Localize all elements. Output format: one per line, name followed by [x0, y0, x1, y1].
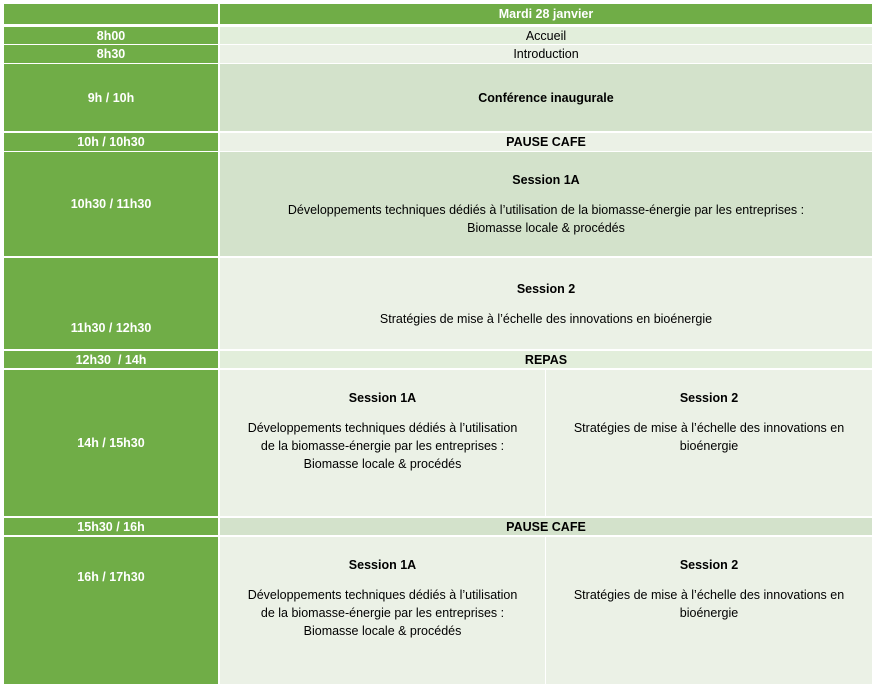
program-title: REPAS [524, 352, 568, 367]
session-title: Session 2 [516, 281, 576, 296]
time-cell [4, 64, 218, 131]
time-label: 10h / 10h30 [77, 135, 145, 149]
session-description-line: de la biomasse-énergie par les entreprises : [260, 439, 505, 453]
time-cell [4, 27, 218, 44]
program-cell [220, 133, 872, 151]
session-description-line: Stratégies de mise à l’échelle des innovations en [573, 588, 845, 602]
program-cell [220, 258, 872, 349]
session-title: Session 2 [679, 558, 739, 572]
time-cell [4, 133, 218, 151]
program-cell [220, 45, 872, 63]
time-cell [4, 45, 218, 63]
header-date-text: Mardi 28 janvier [498, 7, 594, 21]
time-cell [4, 152, 218, 256]
session-description-line: de la biomasse-énergie par les entreprises : [260, 606, 505, 620]
session-left-cell [220, 537, 545, 684]
time-label: 9h / 10h [87, 90, 135, 105]
session-description-line: Développements techniques dédiés à l’utilisation [247, 588, 518, 602]
program-title: PAUSE CAFE [506, 135, 586, 149]
time-cell [4, 370, 218, 516]
program-cell [220, 518, 872, 535]
time-label: 15h30 / 16h [77, 519, 145, 534]
session-description-line: Stratégies de mise à l’échelle des innovations en bioénergie [379, 311, 713, 326]
session-right-cell [546, 537, 872, 684]
session-title: Session 1A [348, 558, 417, 572]
session-description-line: bioénergie [679, 439, 739, 453]
time-cell [4, 351, 218, 368]
program-title: Conférence inaugurale [478, 90, 614, 105]
time-label: 12h30 / 14h [75, 352, 147, 367]
program-title: Accueil [525, 28, 567, 43]
time-label: 8h00 [96, 28, 126, 43]
session-description-line: Développements techniques dédiés à l’utilisation de la biomasse-énergie par les entreprises : [287, 203, 805, 217]
session-description-line: Biomasse locale & procédés [467, 221, 625, 235]
time-label: 16h / 17h30 [77, 570, 145, 584]
session-left-cell [220, 370, 545, 516]
program-cell [220, 27, 872, 44]
program-cell [220, 152, 872, 256]
session-right-cell [546, 370, 872, 516]
session-title: Session 1A [348, 391, 417, 405]
program-title: PAUSE CAFE [506, 519, 586, 534]
program-cell [220, 351, 872, 368]
time-cell [4, 518, 218, 535]
time-label: 10h30 / 11h30 [70, 197, 152, 211]
time-label: 11h30 / 12h30 [70, 321, 152, 335]
session-description-line: Développements techniques dédiés à l’utilisation [247, 421, 518, 435]
header-date [220, 4, 872, 24]
time-label: 14h / 15h30 [77, 436, 145, 450]
program-cell [220, 64, 872, 131]
session-description-line: Biomasse locale & procédés [303, 624, 462, 638]
time-cell [4, 258, 218, 349]
time-cell [4, 537, 218, 684]
session-description-line: Biomasse locale & procédés [303, 457, 462, 471]
time-label: 8h30 [96, 47, 126, 61]
header-empty-cell [4, 4, 218, 24]
session-title: Session 1A [512, 173, 580, 187]
program-title: Introduction [513, 47, 579, 61]
session-description-line: Stratégies de mise à l’échelle des innovations en [573, 421, 845, 435]
session-description-line: bioénergie [679, 606, 739, 620]
session-title: Session 2 [679, 391, 739, 405]
